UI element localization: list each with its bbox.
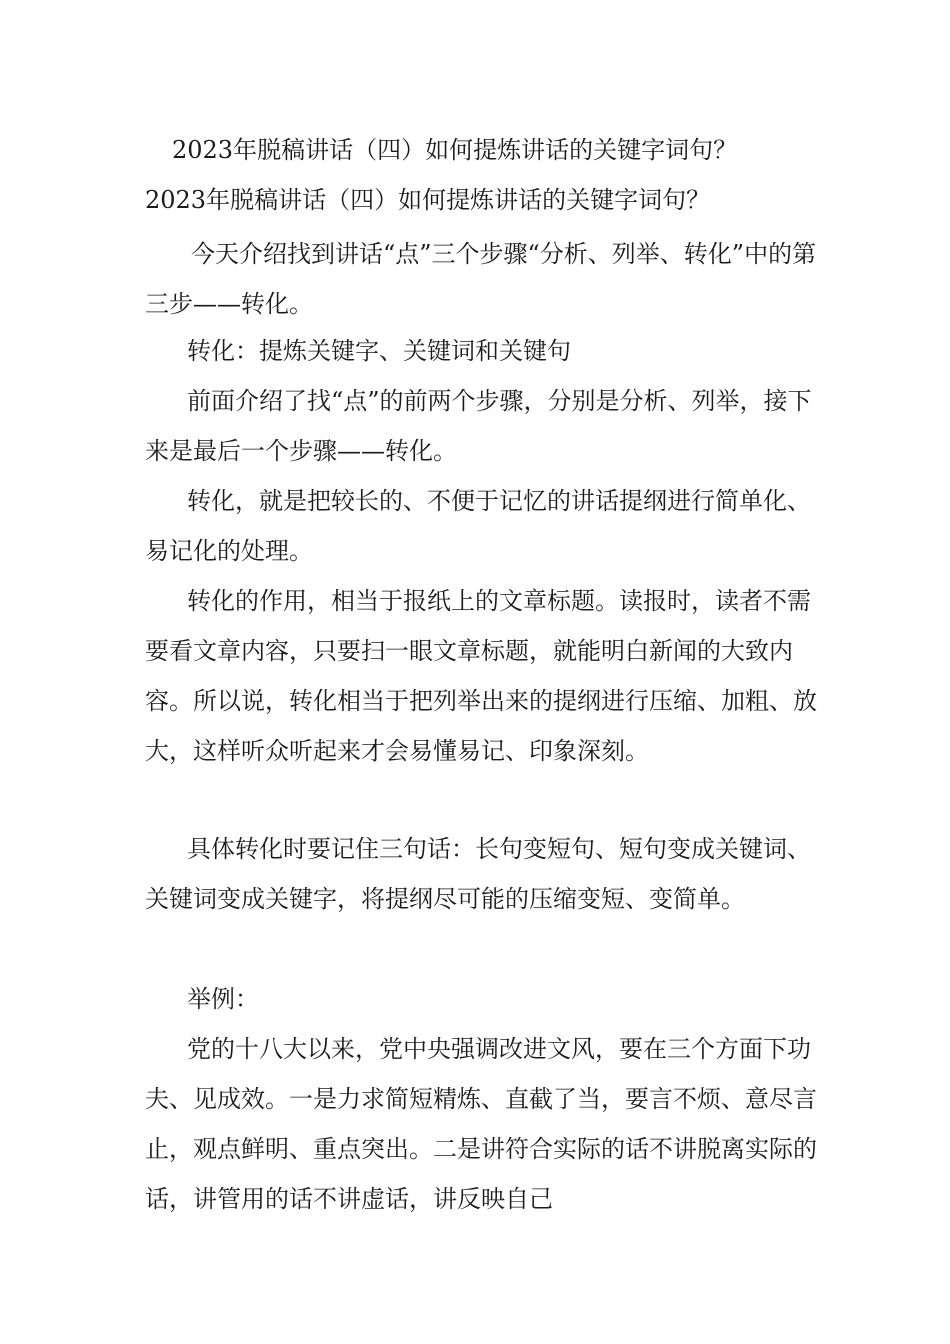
example-label: 举例： [187,985,259,1013]
section-subheading: 转化：提炼关键字、关键词和关键句 [187,337,571,365]
document-title-repeat: 2023年脱稿讲话（四）如何提炼讲话的关键字词句？ [145,186,711,214]
document-title: 2023年脱稿讲话（四）如何提炼讲话的关键字词句？ [172,136,738,164]
body-paragraph: 转化的作用，相当于报纸上的文章标题。读报时，读者不需要看文章内容，只要扫一眼文章标题，就能明白新闻的大致内容。所以说，转化相当于把列举出来的提纲进行压缩、加粗、放大，这样听众听起来才会易懂易记、印象深刻。 [145,587,817,765]
body-paragraph: 转化，就是把较长的、不便于记忆的讲话提纲进行简单化、易记化的处理。 [145,487,811,565]
intro-paragraph: 今天介绍找到讲话“点”三个步骤“分析、列举、转化”中的第三步——转化。 [145,240,817,318]
body-paragraph: 具体转化时要记住三句话：长句变短句、短句变成关键词、关键词变成关键字，将提纲尽可能的压缩变短、变简单。 [145,835,811,913]
example-paragraph: 党的十八大以来，党中央强调改进文风，要在三个方面下功夫、见成效。一是力求简短精炼、直截了当，要言不烦、意尽言止，观点鲜明、重点突出。二是讲符合实际的话不讲脱离实际的话，讲管用的话不讲虚话，讲反映自己 [145,1035,817,1213]
body-paragraph: 前面介绍了找“点”的前两个步骤，分别是分析、列举，接下来是最后一个步骤——转化。 [145,387,812,465]
